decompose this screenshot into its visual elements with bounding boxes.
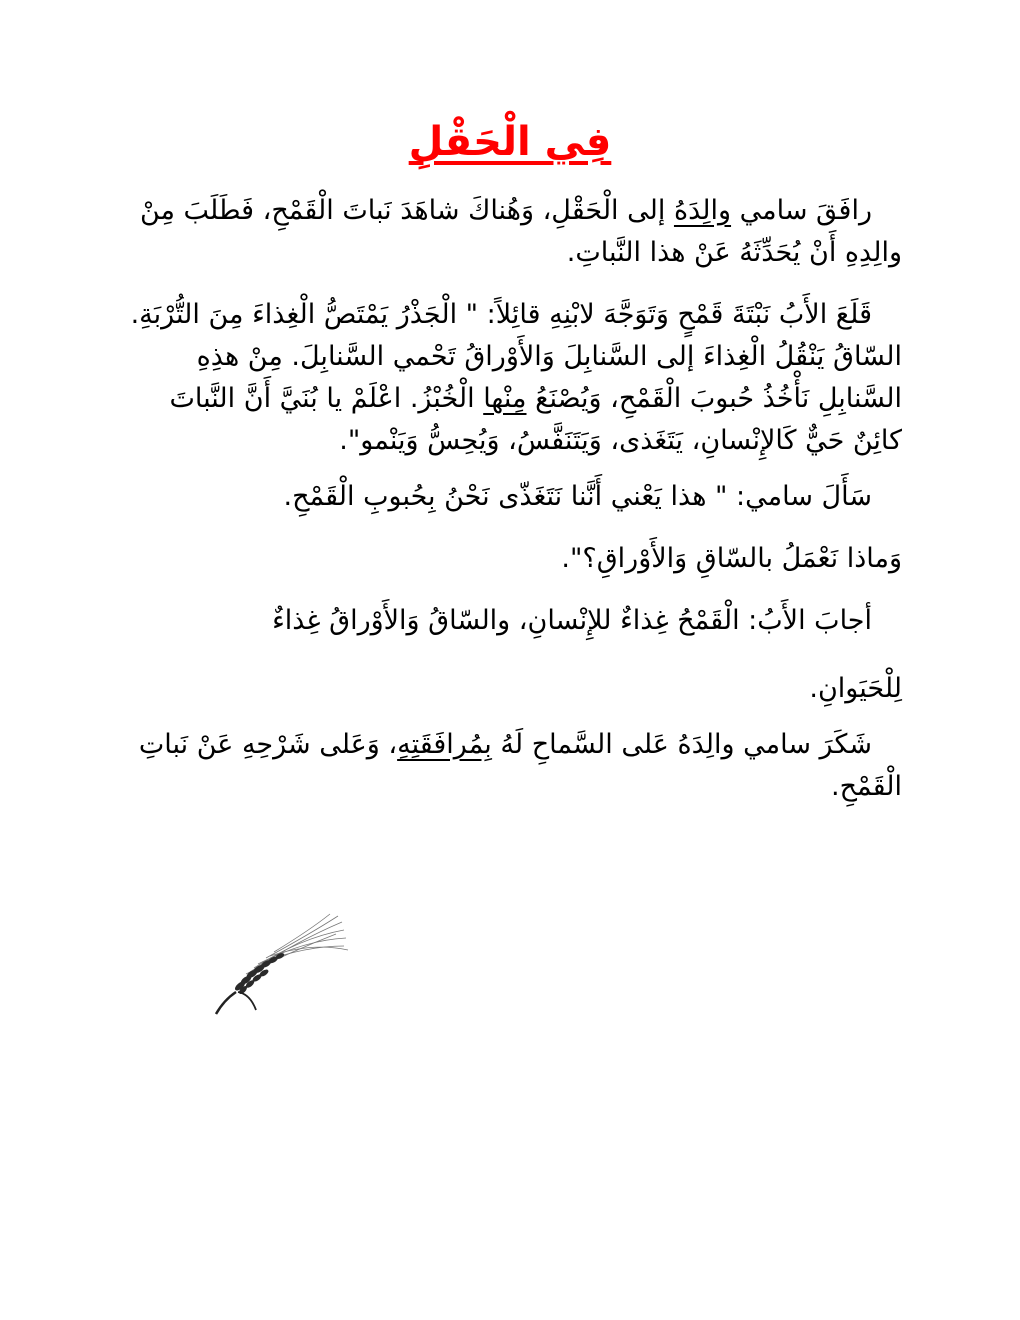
paragraph-1-text-c: إلى الْحَقْلِ، وَهُناكَ شاهَدَ نَباتَ الْقَمْحِ، فَطَلَبَ مِنْ والِدِهِ أَنْ يُحَدِّثَهُ عَنْ هذا النَّباتِ. — [139, 195, 902, 268]
paragraph-2-text-a: قَلَعَ الأَبُ نَبْتَةَ قَمْحٍ وَتَوَجَّهَ لابْنِهِ قائِلاً: " الْجَذْرُ يَمْتَصُّ الْغِذاءَ مِنَ التُّرْبَةِ. السّاقُ يَنْقُلُ الْغِذاءَ إلى السَّنابِلَ وَالأَوْراقُ تَحْمي السَّنابِلَ. مِنْ هذِهِ السَّنابِلِ نَأْخُذُ حُبوبَ الْقَمْحِ، وَيُصْنَعُ — [130, 299, 902, 414]
story-body — [118, 190, 902, 808]
paragraph-3: سَأَلَ سامي: " هذا يَعْني أَنَّنا نَتَغَذّى نَحْنُ بِحُبوبِ الْقَمْحِ. — [283, 481, 872, 512]
paragraph-2-text-c: الْخُبْزُ. اعْلَمْ يا بُنَيَّ أَنَّ النَّباتَ كائِنٌ حَيٌّ كَالإِنْسانِ، يَتَغَذى، وَيَتَنَفَّسُ، وَيُحِسُّ وَيَنْمو". — [169, 383, 902, 456]
paragraph-2 — [118, 294, 902, 462]
paragraph-1 — [118, 190, 902, 274]
paragraph-1-text-a: رافَقَ سامي — [731, 195, 872, 226]
paragraph-4: وَماذا نَعْمَلُ بالسّاقِ وَالأَوْراقِ؟". — [561, 543, 902, 574]
page-title: فِي الْحَقْلِ — [408, 119, 612, 165]
paragraph-7-text-c: ، وَعَلى شَرْحِهِ عَنْ نَباتِ الْقَمْحِ. — [138, 729, 902, 802]
paragraph-5: أجابَ الأَبُ: الْقَمْحُ غِذاءٌ للإِنْسانِ، والسّاقُ وَالأَوْراقُ غِذاءٌ — [272, 605, 872, 636]
paragraph-2-underlined-word: مِنْها — [483, 383, 527, 414]
paragraph-7-underlined-word: بِمُرافَقَتِهِ — [397, 729, 492, 760]
wheat-ear-icon — [210, 912, 350, 1016]
paragraph-1-underlined-word: والِدَهُ — [673, 195, 732, 226]
paragraph-6: لِلْحَيَوانِ. — [809, 673, 902, 704]
paragraph-7 — [118, 724, 902, 808]
paragraph-7-text-a: شَكَرَ سامي والِدَهُ عَلى السَّماحِ لَهُ — [491, 729, 872, 760]
